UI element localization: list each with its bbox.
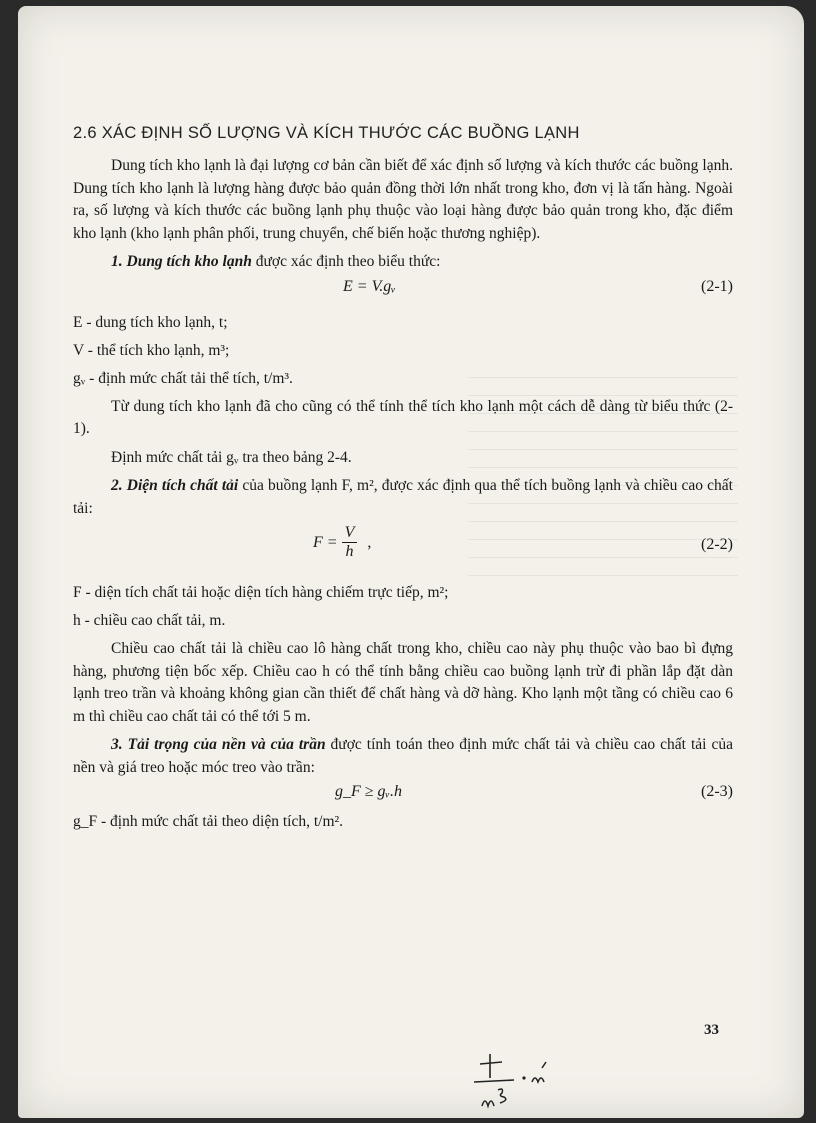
s1-lead — [73, 251, 733, 274]
def-h: h - chiều cao chất tải, m. — [73, 612, 226, 629]
s1-definitions — [73, 312, 733, 390]
intro-paragraph: Dung tích kho lạnh là đại lượng cơ bản cần biết để xác định số lượng và kích thước các buồng lạnh. Dung tích kho lạnh là lượng hàng được bảo quản đồng thời lớn nhất trong kho, đơn vị là tấn hàng. Ngoài ra, số lượng và kích thước các buồng lạnh phụ thuộc vào loại hàng được bảo quản trong kho, đặc điểm kho lạnh (kho lạnh phân phối, trung chuyển, chế biến hoặc thương nghiệp). — [73, 157, 733, 242]
formula-2-2-tail: , — [367, 533, 372, 551]
s2-definitions — [73, 582, 733, 632]
formula-2-3 — [73, 779, 733, 811]
formula-2-1 — [73, 274, 733, 306]
s3-lead — [73, 734, 733, 779]
fraction-numerator: V — [342, 524, 358, 543]
s3-label: 3. Tải trọng của nền và của trần — [111, 736, 326, 753]
s2-label: 2. Diện tích chất tải — [111, 477, 239, 494]
formula-2-3-expr: g_F ≥ gᵥ.h — [335, 783, 403, 800]
page-content — [73, 124, 733, 833]
section-heading: 2.6 XÁC ĐỊNH SỐ LƯỢNG VÀ KÍCH THƯỚC CÁC BUỒNG LẠNH — [73, 124, 580, 142]
s2-text: của buồng lạnh F, m², được xác định qua thể tích buồng lạnh và chiều cao chất tải: — [73, 477, 733, 517]
book-page — [18, 6, 804, 1118]
eq-number-2-3: (2-3) — [701, 783, 733, 800]
formula-2-2-lhs: F = — [313, 533, 338, 551]
def-v: V - thể tích kho lạnh, m³; — [73, 341, 230, 359]
s1-text: được xác định theo biểu thức: — [251, 253, 441, 270]
s1-paragraph-1: Từ dung tích kho lạnh đã cho cũng có thể tính thể tích kho lạnh một cách dễ dàng từ biểu thức (2-1). — [73, 397, 733, 437]
handwritten-note — [468, 1048, 588, 1118]
fraction-denominator: h — [345, 543, 354, 560]
s1-label: 1. Dung tích kho lạnh — [111, 253, 252, 270]
formula-2-1-expr: E = V.gᵥ — [343, 277, 396, 295]
s3-text: được tính toán theo định mức chất tải và chiều cao chất tải của nền và giá treo hoặc móc treo vào trần: — [73, 736, 733, 776]
fraction — [342, 524, 358, 561]
page-number: 33 — [704, 1022, 719, 1038]
def-gv: gᵥ - định mức chất tải thể tích, t/m³. — [73, 369, 293, 387]
eq-number-2-1: (2-1) — [701, 277, 733, 295]
s2-lead — [73, 475, 733, 520]
s2-paragraph-1: Chiều cao chất tải là chiều cao lô hàng chất trong kho, chiều cao này phụ thuộc vào bao bì đựng hàng, phương tiện bốc xếp. Chiều cao h có thể tính bằng chiều cao buồng lạnh trừ đi phần lắp đặt dàn lạnh treo trần và khoảng không gian cần thiết để chất hàng và dỡ hàng. Kho lạnh một tầng có chiều cao 6 m thì chiều cao chất tải có thể tới 5 m. — [73, 640, 733, 725]
def-gf: g_F - định mức chất tải theo diện tích, t/m². — [73, 813, 344, 830]
eq-number-2-2: (2-2) — [701, 536, 733, 553]
def-f: F - diện tích chất tải hoặc diện tích hàng chiếm trực tiếp, m²; — [73, 584, 449, 601]
formula-2-2-expr — [313, 524, 371, 561]
def-e: E - dung tích kho lạnh, t; — [73, 313, 228, 331]
s1-paragraph-2: Định mức chất tải gᵥ tra theo bảng 2-4. — [111, 448, 352, 466]
formula-2-2 — [73, 520, 733, 576]
